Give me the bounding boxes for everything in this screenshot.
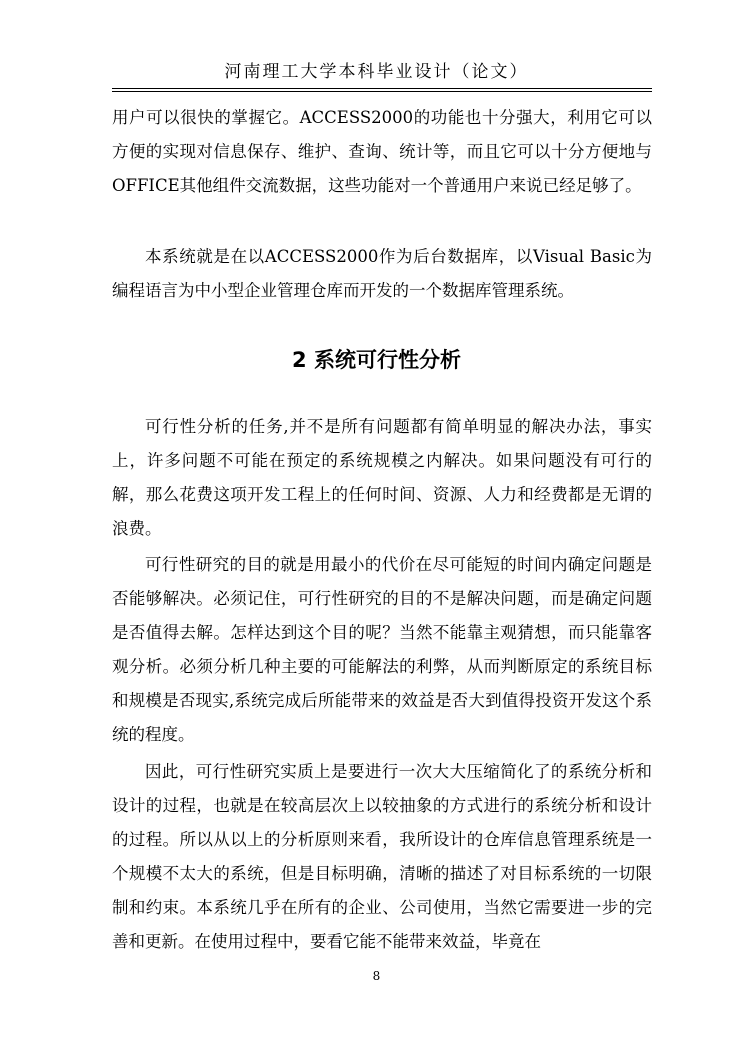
section-heading: 2 系统可行性分析	[292, 348, 461, 372]
paragraph-intro-1: 用户可以很快的掌握它。ACCESS2000的功能也十分强大，利用它可以方便的实现对信息保存、维护、查询、统计等，而且它可以十分方便地与OFFICE其他组件交流数据，这些功能对一个普通用户来说已经足够了。	[112, 108, 652, 195]
header-rule-thin	[112, 91, 652, 92]
paragraph-intro-2: 本系统就是在以ACCESS2000作为后台数据库，以Visual Basic为编程语言为中小型企业管理仓库而开发的一个数据库管理系统。	[112, 247, 652, 300]
page-number: 8	[372, 969, 381, 983]
paragraph-feasibility-3: 因此，可行性研究实质上是要进行一次大大压缩简化了的系统分析和设计的过程，也就是在较高层次上以较抽象的方式进行的系统分析和设计的过程。所以从以上的分析原则来看，我所设计的仓库信息管理系统是一个规模不太大的系统，但是目标明确，清晰的描述了对目标系统的一切限制和约束。本系统几乎在所有的企业、公司使用，当然它需要进一步的完善和更新。在使用过程中，要看它能不能带来效益，毕竟在	[112, 762, 652, 951]
page-header: 河南理工大学本科毕业设计（论文）	[224, 62, 529, 82]
header-rule-thick	[112, 88, 652, 89]
paragraph-feasibility-1: 可行性分析的任务,并不是所有问题都有简单明显的解决办法，事实上，许多问题不可能在预定的系统规模之内解决。如果问题没有可行的解，那么花费这项开发工程上的任何时间、资源、人力和经费都是无谓的浪费。	[112, 417, 652, 538]
paragraph-feasibility-2: 可行性研究的目的就是用最小的代价在尽可能短的时间内确定问题是否能够解决。必须记住，可行性研究的目的不是解决问题，而是确定问题是否值得去解。怎样达到这个目的呢？当然不能靠主观猜想，而只能靠客观分析。必须分析几种主要的可能解法的利弊，从而判断原定的系统目标和规模是否现实,系统完成后所能带来的效益是否大到值得投资开发这个系统的程度。	[112, 555, 652, 744]
